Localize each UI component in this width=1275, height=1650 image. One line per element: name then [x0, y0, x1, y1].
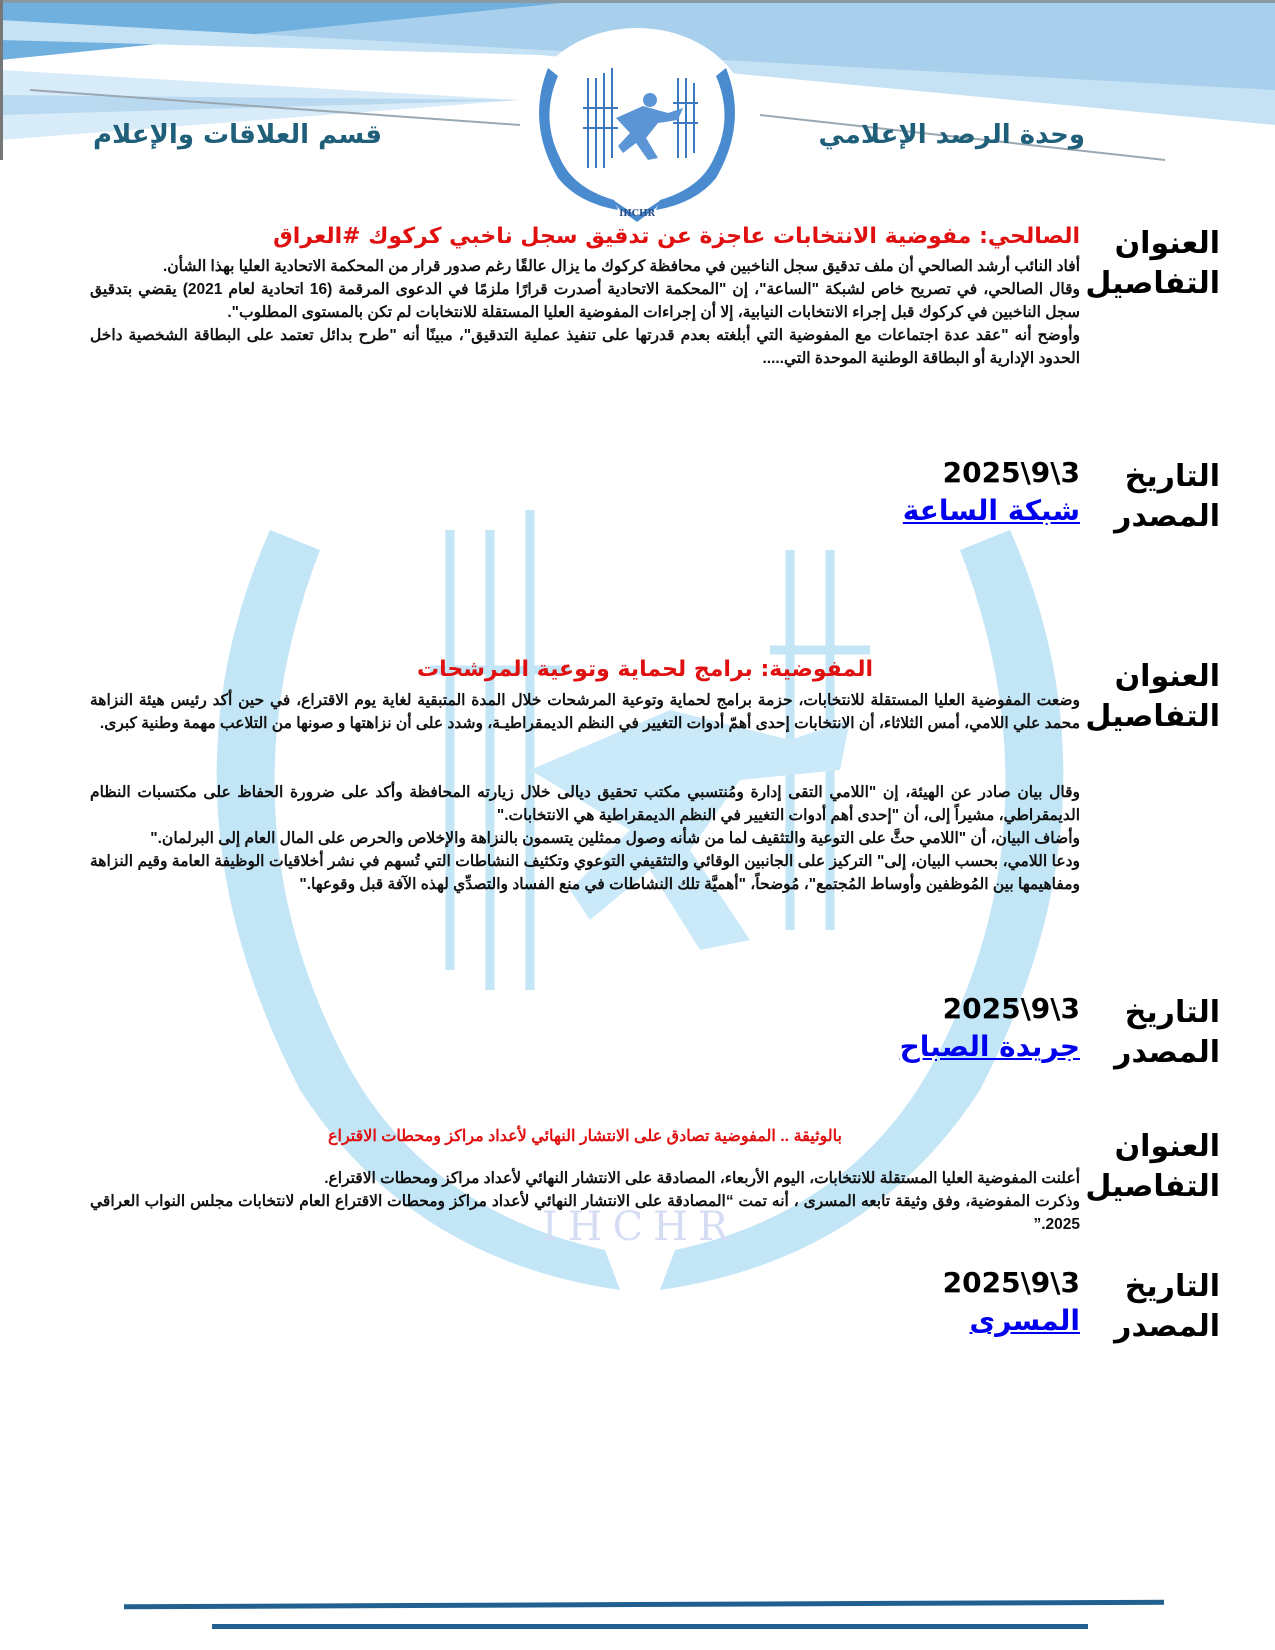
footer-divider-top	[124, 1600, 1164, 1610]
relations-media-dept-title: قسم العلاقات والإعلام	[93, 120, 382, 150]
logo-text: IHCHR	[619, 209, 655, 219]
news-date: 2025\9\3	[942, 1266, 1080, 1299]
news-details	[90, 689, 1080, 896]
paragraph: وقال الصالحي، في تصريح خاص لشبكة "الساعة"، إن "المحكمة الاتحادية أصدرت قرارًا ملزمًا في الدعوى المرقمة (16 اتحادية لعام 2021) يقضي بتدقيق سجل الناخبين في كركوك قبل إجراء الانتخابات النيابية، إلا أن إجراءات المفوضية العليا المستقلة للانتخابات لم تكن بالمستوى المطلوب".	[90, 281, 1081, 321]
paragraph: وذكرت المفوضية، وفق وثيقة تابعه المسرى ، أنه تمت “المصادقة على الانتشار النهائي لأعداد مراكز ومحطات الاقتراع العام لانتخابات مجلس النواب العراقي 2025.”	[90, 1193, 1080, 1233]
news-title: بالوثيقة .. المفوضية تصادق على الانتشار النهائي لأعداد مراكز ومحطات الاقتراع	[327, 1128, 842, 1145]
monitoring-unit-title: وحدة الرصد الإعلامي	[818, 120, 1085, 150]
date-label: التاريخ	[1124, 459, 1220, 494]
news-details	[90, 1167, 1080, 1236]
paragraph: وأضاف البيان، أن "اللامي حثَّ على التوعية والتثقيف لما من شأنه وصول ممثلين يتسمون بالنزاهة والإخلاص والحرص على المال العام إلى البرلمان."	[150, 830, 1080, 847]
paragraph-spacer	[90, 735, 1080, 781]
news-details	[90, 255, 1080, 370]
ihchr-logo	[518, 28, 756, 224]
news-date: 2025\9\3	[942, 992, 1080, 1025]
paragraph: أفاد النائب أرشد الصالحي أن ملف تدقيق سجل الناخبين في محافظة كركوك ما يزال عالقًا رغم صدور قرار من المحكمة الاتحادية العليا بهذا الشأن.	[162, 258, 1080, 275]
source-label: المصدر	[1114, 1309, 1220, 1344]
paragraph: وقال بيان صادر عن الهيئة، إن "اللامي التقى إدارة ومُنتسبي مكتب تحقيق ديالى خلال زيارته المحافظة وأكد على ضرورة الحفاظ على مكتسبات النظام الديمقراطي، مشيراً إلى، أن "إحدى أهم أدوات التغيير في النظم الديمقراطية هي الانتخابات."	[90, 784, 1080, 824]
title-label: العنوان	[1114, 1129, 1220, 1164]
title-label: العنوان	[1114, 226, 1220, 261]
date-label: التاريخ	[1124, 995, 1220, 1030]
paragraph: وأوضح أنه "عقد عدة اجتماعات مع المفوضية التي أبلغته بعدم قدرتها على تنفيذ عملية التدقيق"، مبينًا أنه "طرح بدائل تعتمد على البطاقة الشخصية داخل الحدود الإدارية أو البطاقة الوطنية الموحدة التي.....	[90, 327, 1080, 367]
footer-divider-bottom	[212, 1624, 1088, 1629]
source-label: المصدر	[1114, 499, 1220, 534]
news-date: 2025\9\3	[942, 456, 1080, 489]
news-entry-3	[90, 1125, 1220, 1355]
details-label: التفاصيل	[1085, 1169, 1220, 1204]
paragraph: وضعت المفوضية العليا المستقلة للانتخابات، حزمة برامج لحماية وتوعية المرشحات خلال المدة المتبقية لغاية يوم الاقتراع، في حين أكد رئيس هيئة النزاهة محمد علي اللامي، أمس الثلاثاء، أن الانتخابات إحدى أهمّ أدوات التغيير في النظم الديمقراطيـة، وشدد على أن نزاهتها و صونها من التلاعب مهمة وطنية كبرى.	[90, 692, 1080, 732]
news-title: المفوضية: برامج لحماية وتوعية المرشحات	[416, 657, 874, 682]
title-label: العنوان	[1114, 659, 1220, 694]
paragraph: ودعا اللامي، بحسب البيان، إلى" التركيز على الجانبين الوقائي والتثقيفي التوعوي وتكثيف النشاطات التي تُسهم في نشر أخلاقيات الوظيفة العامة وقيم النزاهة ومفاهيمها بين المُوظفين وأوساط المُجتمع"، مُوضحاً، "أهميَّة تلك النشاطات في منع الفساد والتصدِّي لهذه الآفة قبل وقوعها."	[90, 853, 1080, 893]
paragraph: أعلنت المفوضية العليا المستقلة للانتخابات، اليوم الأربعاء، المصادقة على الانتشار النهائي لأعداد مراكز ومحطات الاقتراع.	[324, 1170, 1080, 1187]
date-label: التاريخ	[1124, 1269, 1220, 1304]
details-label: التفاصيل	[1085, 266, 1220, 301]
news-source-link[interactable]: جريدة الصباح	[899, 1030, 1080, 1063]
news-entry-1	[90, 222, 1220, 542]
details-label: التفاصيل	[1085, 699, 1220, 734]
watermark-text: IHCHR	[541, 1204, 739, 1250]
source-label: المصدر	[1114, 1035, 1220, 1070]
news-title: الصالحي: مفوضية الانتخابات عاجزة عن تدقيق سجل ناخبي كركوك #العراق	[273, 224, 1080, 249]
news-source-link[interactable]: المسرى	[969, 1304, 1080, 1337]
news-source-link[interactable]: شبكة الساعة	[902, 494, 1080, 527]
news-entry-2	[90, 655, 1220, 1085]
